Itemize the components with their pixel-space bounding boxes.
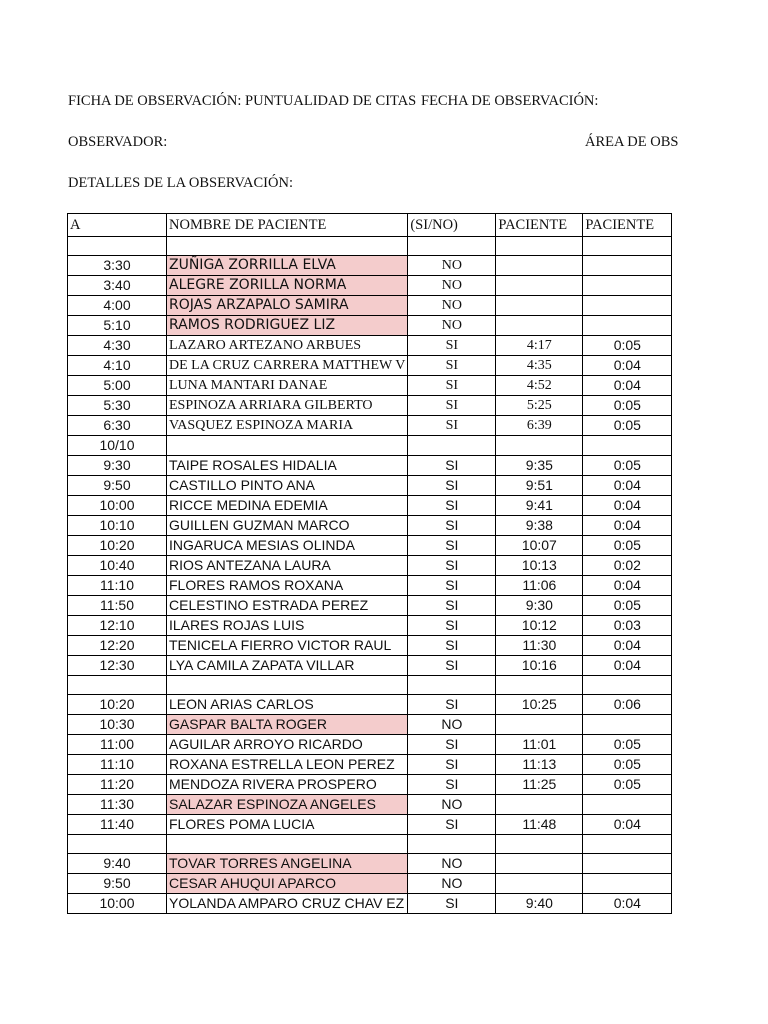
arrival-time-cell: 4:52 <box>496 376 583 396</box>
observation-area-label: ÁREA DE OBS <box>585 134 679 150</box>
patient-name-cell: LAZARO ARTEZANO ARBUES <box>167 336 408 356</box>
empty-cell <box>408 676 496 695</box>
table-row <box>68 596 672 616</box>
appointment-time-cell: 11:50 <box>68 596 167 616</box>
appointment-time-cell: 10:30 <box>68 715 167 735</box>
arrival-time-cell: 4:35 <box>496 356 583 376</box>
appointment-time-cell: 9:50 <box>68 476 167 496</box>
empty-cell <box>496 835 583 854</box>
observation-table <box>67 213 672 914</box>
wait-time-cell: 0:04 <box>583 496 672 516</box>
patient-name-cell: RICCE MEDINA EDEMIA <box>167 496 408 516</box>
attended-cell: SI <box>408 456 496 476</box>
arrival-time-cell: 11:01 <box>496 735 583 755</box>
wait-time-cell: 0:05 <box>583 735 672 755</box>
wait-time-cell: 0:04 <box>583 376 672 396</box>
wait-time-cell <box>583 715 672 735</box>
attended-cell: NO <box>408 316 496 336</box>
attended-cell: SI <box>408 396 496 416</box>
appointment-time-cell: 5:10 <box>68 316 167 336</box>
patient-name-cell: AGUILAR ARROYO RICARDO <box>167 735 408 755</box>
arrival-time-cell <box>496 256 583 276</box>
appointment-time-cell: 11:20 <box>68 775 167 795</box>
attended-cell: SI <box>408 636 496 656</box>
wait-time-cell <box>583 256 672 276</box>
appointment-time-cell: 10/10 <box>68 436 167 456</box>
empty-cell <box>167 237 408 256</box>
appointment-time-cell: 3:30 <box>68 256 167 276</box>
attended-cell: SI <box>408 775 496 795</box>
appointment-time-cell: 9:50 <box>68 874 167 894</box>
table-row <box>68 576 672 596</box>
wait-time-cell: 0:05 <box>583 336 672 356</box>
empty-cell <box>496 237 583 256</box>
patient-name-cell: VASQUEZ ESPINOZA MARIA <box>167 416 408 436</box>
table-separator-row <box>68 676 672 695</box>
attended-cell: SI <box>408 695 496 715</box>
table-row <box>68 715 672 735</box>
appointment-time-cell: 11:00 <box>68 735 167 755</box>
wait-time-cell: 0:06 <box>583 695 672 715</box>
attended-cell: SI <box>408 556 496 576</box>
attended-cell: NO <box>408 296 496 316</box>
wait-time-cell: 0:04 <box>583 894 672 914</box>
attended-cell: SI <box>408 536 496 556</box>
wait-time-cell: 0:05 <box>583 596 672 616</box>
arrival-time-cell: 9:51 <box>496 476 583 496</box>
appointment-time-cell: 10:20 <box>68 695 167 715</box>
appointment-time-cell: 5:30 <box>68 396 167 416</box>
table-row <box>68 376 672 396</box>
empty-cell <box>583 835 672 854</box>
empty-cell <box>68 676 167 695</box>
attended-cell: NO <box>408 795 496 815</box>
table-row <box>68 436 672 456</box>
patient-name-cell: ESPINOZA ARRIARA GILBERTO <box>167 396 408 416</box>
attended-cell: NO <box>408 874 496 894</box>
attended-cell: SI <box>408 476 496 496</box>
patient-name-cell <box>167 436 408 456</box>
col-header-patient-wait: PACIENTE <box>583 214 672 237</box>
appointment-time-cell: 10:10 <box>68 516 167 536</box>
empty-cell <box>68 237 167 256</box>
patient-name-cell: LEON ARIAS CARLOS <box>167 695 408 715</box>
wait-time-cell: 0:05 <box>583 755 672 775</box>
patient-name-cell: FLORES POMA LUCIA <box>167 815 408 835</box>
attended-cell: SI <box>408 496 496 516</box>
wait-time-cell: 0:04 <box>583 476 672 496</box>
table-separator-row <box>68 237 672 256</box>
table-row <box>68 636 672 656</box>
table-row <box>68 874 672 894</box>
wait-time-cell: 0:04 <box>583 636 672 656</box>
wait-time-cell: 0:05 <box>583 396 672 416</box>
patient-name-cell: RAMOS RODRIGUEZ LIZ <box>167 316 408 336</box>
patient-name-cell: ROXANA ESTRELLA LEON PEREZ <box>167 755 408 775</box>
table-row <box>68 336 672 356</box>
arrival-time-cell: 11:30 <box>496 636 583 656</box>
arrival-time-cell <box>496 296 583 316</box>
arrival-time-cell: 10:12 <box>496 616 583 636</box>
wait-time-cell: 0:04 <box>583 815 672 835</box>
attended-cell: NO <box>408 276 496 296</box>
patient-name-cell: LYA CAMILA ZAPATA VILLAR <box>167 656 408 676</box>
arrival-time-cell <box>496 276 583 296</box>
wait-time-cell <box>583 276 672 296</box>
patient-name-cell: LUNA MANTARI DANAE <box>167 376 408 396</box>
wait-time-cell <box>583 874 672 894</box>
arrival-time-cell: 11:13 <box>496 755 583 775</box>
table-row <box>68 854 672 874</box>
wait-time-cell: 0:02 <box>583 556 672 576</box>
wait-time-cell: 0:05 <box>583 775 672 795</box>
patient-name-cell: CELESTINO ESTRADA PEREZ <box>167 596 408 616</box>
patient-name-cell: ROJAS ARZAPALO SAMIRA <box>167 296 408 316</box>
patient-name-cell: CASTILLO PINTO ANA <box>167 476 408 496</box>
wait-time-cell: 0:04 <box>583 656 672 676</box>
patient-name-cell: GUILLEN GUZMAN MARCO <box>167 516 408 536</box>
table-row <box>68 775 672 795</box>
arrival-time-cell: 11:25 <box>496 775 583 795</box>
appointment-time-cell: 5:00 <box>68 376 167 396</box>
appointment-time-cell: 6:30 <box>68 416 167 436</box>
arrival-time-cell <box>496 316 583 336</box>
arrival-time-cell: 10:07 <box>496 536 583 556</box>
arrival-time-cell: 9:30 <box>496 596 583 616</box>
arrival-time-cell <box>496 436 583 456</box>
table-row <box>68 795 672 815</box>
table-row <box>68 536 672 556</box>
table-row <box>68 735 672 755</box>
arrival-time-cell: 9:38 <box>496 516 583 536</box>
wait-time-cell <box>583 296 672 316</box>
wait-time-cell <box>583 436 672 456</box>
arrival-time-cell: 9:35 <box>496 456 583 476</box>
wait-time-cell: 0:04 <box>583 356 672 376</box>
attended-cell: SI <box>408 815 496 835</box>
appointment-time-cell: 10:00 <box>68 496 167 516</box>
patient-name-cell: ILARES ROJAS LUIS <box>167 616 408 636</box>
empty-cell <box>167 676 408 695</box>
arrival-time-cell: 4:17 <box>496 336 583 356</box>
table-row <box>68 516 672 536</box>
arrival-time-cell: 10:25 <box>496 695 583 715</box>
wait-time-cell: 0:05 <box>583 416 672 436</box>
patient-name-cell: MENDOZA RIVERA PROSPERO <box>167 775 408 795</box>
table-row <box>68 616 672 636</box>
appointment-time-cell: 10:00 <box>68 894 167 914</box>
table-row <box>68 396 672 416</box>
attended-cell: SI <box>408 516 496 536</box>
attended-cell: SI <box>408 616 496 636</box>
empty-cell <box>583 676 672 695</box>
appointment-time-cell: 12:30 <box>68 656 167 676</box>
table-row <box>68 476 672 496</box>
patient-name-cell: INGARUCA MESIAS OLINDA <box>167 536 408 556</box>
appointment-time-cell: 4:30 <box>68 336 167 356</box>
arrival-time-cell: 5:25 <box>496 396 583 416</box>
arrival-time-cell: 11:48 <box>496 815 583 835</box>
appointment-time-cell: 10:20 <box>68 536 167 556</box>
appointment-time-cell: 9:30 <box>68 456 167 476</box>
col-header-patient-name: NOMBRE DE PACIENTE <box>167 214 408 237</box>
appointment-time-cell: 11:10 <box>68 576 167 596</box>
table-row <box>68 416 672 436</box>
col-header-attended: (SI/NO) <box>408 214 496 237</box>
table-separator-row <box>68 835 672 854</box>
appointment-time-cell: 12:20 <box>68 636 167 656</box>
appointment-time-cell: 4:10 <box>68 356 167 376</box>
table-row <box>68 256 672 276</box>
wait-time-cell: 0:04 <box>583 576 672 596</box>
observation-date-label: FECHA DE OBSERVACIÓN: <box>421 93 599 109</box>
attended-cell: SI <box>408 894 496 914</box>
attended-cell: NO <box>408 256 496 276</box>
wait-time-cell: 0:04 <box>583 516 672 536</box>
form-title: FICHA DE OBSERVACIÓN: PUNTUALIDAD DE CITAS <box>68 93 417 109</box>
details-label: DETALLES DE LA OBSERVACIÓN: <box>68 175 293 191</box>
appointment-time-cell: 9:40 <box>68 854 167 874</box>
table-row <box>68 496 672 516</box>
arrival-time-cell: 10:16 <box>496 656 583 676</box>
attended-cell: SI <box>408 596 496 616</box>
arrival-time-cell: 6:39 <box>496 416 583 436</box>
attended-cell: SI <box>408 356 496 376</box>
appointment-time-cell: 12:10 <box>68 616 167 636</box>
arrival-time-cell: 10:13 <box>496 556 583 576</box>
patient-name-cell: ZUÑIGA ZORRILLA ELVA <box>167 256 408 276</box>
appointment-time-cell: 10:40 <box>68 556 167 576</box>
arrival-time-cell <box>496 795 583 815</box>
empty-cell <box>68 835 167 854</box>
wait-time-cell <box>583 854 672 874</box>
col-header-patient-arrival: PACIENTE <box>496 214 583 237</box>
table-row <box>68 276 672 296</box>
appointment-time-cell: 4:00 <box>68 296 167 316</box>
patient-name-cell: FLORES RAMOS ROXANA <box>167 576 408 596</box>
arrival-time-cell <box>496 874 583 894</box>
attended-cell: SI <box>408 735 496 755</box>
col-header-time: A <box>68 214 167 237</box>
appointment-time-cell: 3:40 <box>68 276 167 296</box>
empty-cell <box>583 237 672 256</box>
attended-cell: SI <box>408 416 496 436</box>
attended-cell: NO <box>408 715 496 735</box>
table-row <box>68 356 672 376</box>
attended-cell <box>408 436 496 456</box>
table-row <box>68 316 672 336</box>
patient-name-cell: CESAR AHUQUI APARCO <box>167 874 408 894</box>
attended-cell: NO <box>408 854 496 874</box>
attended-cell: SI <box>408 336 496 356</box>
table-row <box>68 695 672 715</box>
patient-name-cell: TAIPE ROSALES HIDALIA <box>167 456 408 476</box>
patient-name-cell: DE LA CRUZ CARRERA MATTHEW V <box>167 356 408 376</box>
appointment-time-cell: 11:40 <box>68 815 167 835</box>
arrival-time-cell <box>496 715 583 735</box>
arrival-time-cell: 11:06 <box>496 576 583 596</box>
wait-time-cell <box>583 316 672 336</box>
patient-name-cell: TOVAR TORRES ANGELINA <box>167 854 408 874</box>
empty-cell <box>408 835 496 854</box>
empty-cell <box>408 237 496 256</box>
table-row <box>68 556 672 576</box>
appointment-time-cell: 11:30 <box>68 795 167 815</box>
patient-name-cell: ALEGRE ZORILLA NORMA <box>167 276 408 296</box>
attended-cell: SI <box>408 755 496 775</box>
arrival-time-cell: 9:40 <box>496 894 583 914</box>
patient-name-cell: TENICELA FIERRO VICTOR RAUL <box>167 636 408 656</box>
table-row <box>68 755 672 775</box>
patient-name-cell: SALAZAR ESPINOZA ANGELES <box>167 795 408 815</box>
wait-time-cell: 0:03 <box>583 616 672 636</box>
table-row <box>68 456 672 476</box>
table-row <box>68 296 672 316</box>
patient-name-cell: RIOS ANTEZANA LAURA <box>167 556 408 576</box>
table-header-row <box>68 214 672 237</box>
observer-label: OBSERVADOR: <box>68 134 168 150</box>
arrival-time-cell: 9:41 <box>496 496 583 516</box>
arrival-time-cell <box>496 854 583 874</box>
attended-cell: SI <box>408 376 496 396</box>
wait-time-cell: 0:05 <box>583 456 672 476</box>
empty-cell <box>496 676 583 695</box>
table-row <box>68 894 672 914</box>
patient-name-cell: YOLANDA AMPARO CRUZ CHAV EZ <box>167 894 408 914</box>
table-row <box>68 656 672 676</box>
attended-cell: SI <box>408 656 496 676</box>
empty-cell <box>167 835 408 854</box>
patient-name-cell: GASPAR BALTA ROGER <box>167 715 408 735</box>
wait-time-cell: 0:05 <box>583 536 672 556</box>
attended-cell: SI <box>408 576 496 596</box>
appointment-time-cell: 11:10 <box>68 755 167 775</box>
table-row <box>68 815 672 835</box>
wait-time-cell <box>583 795 672 815</box>
